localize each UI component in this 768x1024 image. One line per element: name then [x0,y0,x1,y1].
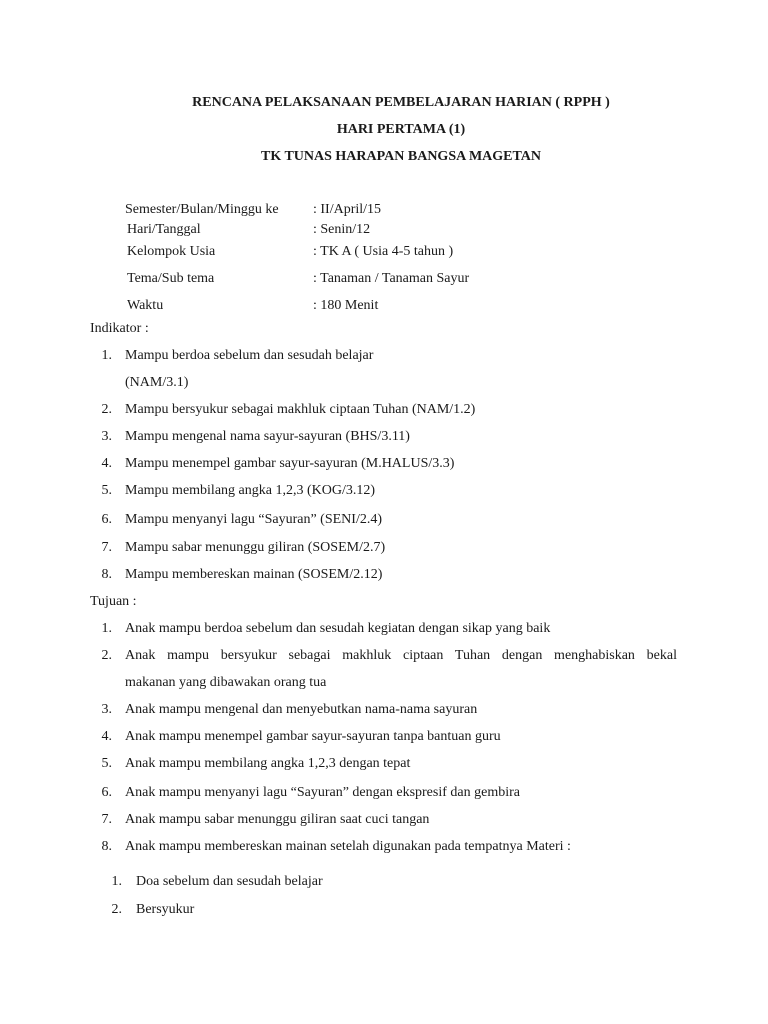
indikator-item: Mampu berdoa sebelum dan sesudah belajar [125,348,374,363]
materi-item: Bersyukur [136,902,195,917]
tujuan-heading: Tujuan : [90,594,137,609]
document-title: RENCANA PELAKSANAAN PEMBELAJARAN HARIAN ( RPPH ) [192,95,610,110]
tujuan-item: Anak mampu sabar menunggu giliran saat cuci tangan [125,812,430,827]
indikator-number: 7. [101,540,112,555]
info-label-age-group: Kelompok Usia [127,244,216,259]
tujuan-number: 5. [101,756,112,771]
info-label-time: Waktu [127,298,164,313]
info-value-theme: : Tanaman / Tanaman Sayur [313,271,470,286]
tujuan-number: 3. [101,702,112,717]
indikator-number: 4. [101,456,112,471]
info-label-semester: Semester/Bulan/Minggu ke [125,202,279,217]
tujuan-number: 8. [101,839,112,854]
tujuan-item: Anak mampu membilang angka 1,2,3 dengan tepat [125,756,411,771]
document-subtitle-school: TK TUNAS HARAPAN BANGSA MAGETAN [260,149,542,164]
info-value-date: : Senin/12 [313,222,371,237]
indikator-heading: Indikator : [90,321,149,336]
indikator-number: 6. [101,512,112,527]
indikator-number: 3. [101,429,112,444]
tujuan-item: Anak mampu membereskan mainan setelah digunakan pada tempatnya Materi : [125,839,571,854]
document-subtitle-day: HARI PERTAMA (1) [336,122,466,137]
tujuan-item: Anak mampu mengenal dan menyebutkan nama-nama sayuran [125,702,478,717]
tujuan-item: Anak mampu menyanyi lagu “Sayuran” dengan ekspresif dan gembira [125,785,520,800]
indikator-item: Mampu bersyukur sebagai makhluk ciptaan Tuhan (NAM/1.2) [125,402,476,417]
tujuan-item: Anak mampu menempel gambar sayur-sayuran tanpa bantuan guru [125,729,501,744]
info-label-theme: Tema/Sub tema [127,271,215,286]
indikator-item-continuation: (NAM/3.1) [125,375,189,390]
tujuan-number: 4. [101,729,112,744]
tujuan-item-continuation: makanan yang dibawakan orang tua [125,675,327,690]
info-value-age-group: : TK A ( Usia 4-5 tahun ) [313,244,454,259]
tujuan-number: 6. [101,785,112,800]
info-value-time: : 180 Menit [313,298,379,313]
indikator-number: 5. [101,483,112,498]
indikator-item: Mampu membilang angka 1,2,3 (KOG/3.12) [125,483,376,498]
tujuan-item: Anak mampu bersyukur sebagai makhluk ciptaan Tuhan dengan menghabiskan bekal [125,648,677,663]
indikator-item: Mampu sabar menunggu giliran (SOSEM/2.7) [125,540,386,555]
tujuan-item: Anak mampu berdoa sebelum dan sesudah kegiatan dengan sikap yang baik [125,621,551,636]
tujuan-number: 2. [101,648,112,663]
tujuan-number: 7. [101,812,112,827]
indikator-number: 1. [101,348,112,363]
indikator-item: Mampu menempel gambar sayur-sayuran (M.HALUS/3.3) [125,456,455,471]
indikator-item: Mampu menyanyi lagu “Sayuran” (SENI/2.4) [125,512,382,527]
indikator-number: 8. [101,567,112,582]
materi-number: 1. [111,874,122,889]
info-label-date: Hari/Tanggal [127,222,201,237]
indikator-number: 2. [101,402,112,417]
indikator-item: Mampu mengenal nama sayur-sayuran (BHS/3.11) [125,429,410,444]
info-value-semester: : II/April/15 [313,202,382,217]
tujuan-number: 1. [101,621,112,636]
materi-item: Doa sebelum dan sesudah belajar [136,874,323,889]
indikator-item: Mampu membereskan mainan (SOSEM/2.12) [125,567,383,582]
materi-number: 2. [111,902,122,917]
